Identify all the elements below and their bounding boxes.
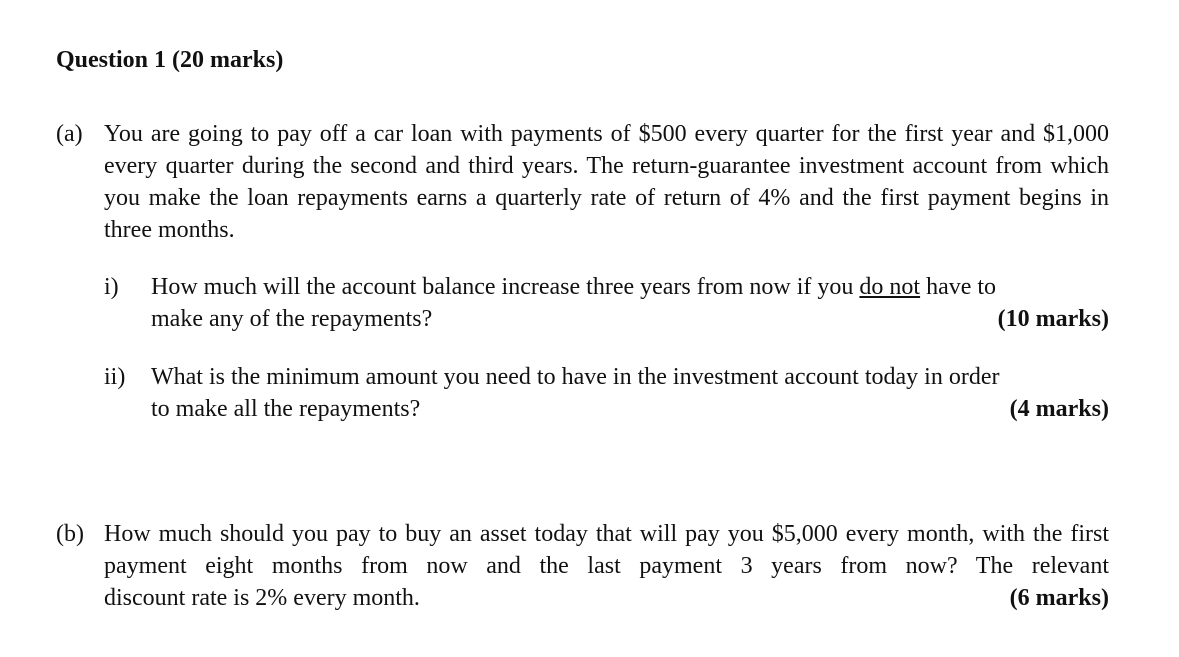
part-a-text: You are going to pay off a car loan with payments of $500 every quarter for the first year and $1,000 every quarter during the second and third years. The return-guarantee investment account from which you make the loan repayments earns a quarterly rate of return of 4% and the first payment begins in three months. [104, 121, 1109, 243]
sub-ii-line2: to make all the repayments? [151, 396, 421, 422]
part-b-last-line: discount rate is 2% every month. [104, 585, 420, 611]
part-b-label: (b) [56, 521, 84, 547]
sub-ii-marks: (4 marks) [1009, 396, 1109, 422]
sub-i-marks: (10 marks) [997, 306, 1109, 332]
part-b-marks: (6 marks) [1009, 585, 1109, 611]
part-a-label: (a) [56, 121, 83, 147]
part-a [56, 118, 1109, 246]
question-title: Question 1 (20 marks) [56, 47, 284, 73]
sub-i-label: i) [104, 274, 119, 300]
sub-i-line2: make any of the repayments? [151, 306, 433, 332]
part-b-text: How much should you pay to buy an asset today that will pay you $5,000 every month, with the first payment eight months from now and the last payment 3 years from now? The relevant [104, 521, 1109, 579]
part-b [56, 518, 1109, 614]
part-a-sub-ii [104, 361, 1109, 425]
sub-ii-line1: What is the minimum amount you need to have in the investment account today in order [151, 364, 1000, 390]
sub-ii-label: ii) [104, 364, 126, 390]
underlined-do-not: do not [859, 274, 921, 300]
sub-i-line1: How much will the account balance increase three years from now if you do not have to [151, 274, 997, 300]
part-a-sub-i [104, 271, 1109, 335]
